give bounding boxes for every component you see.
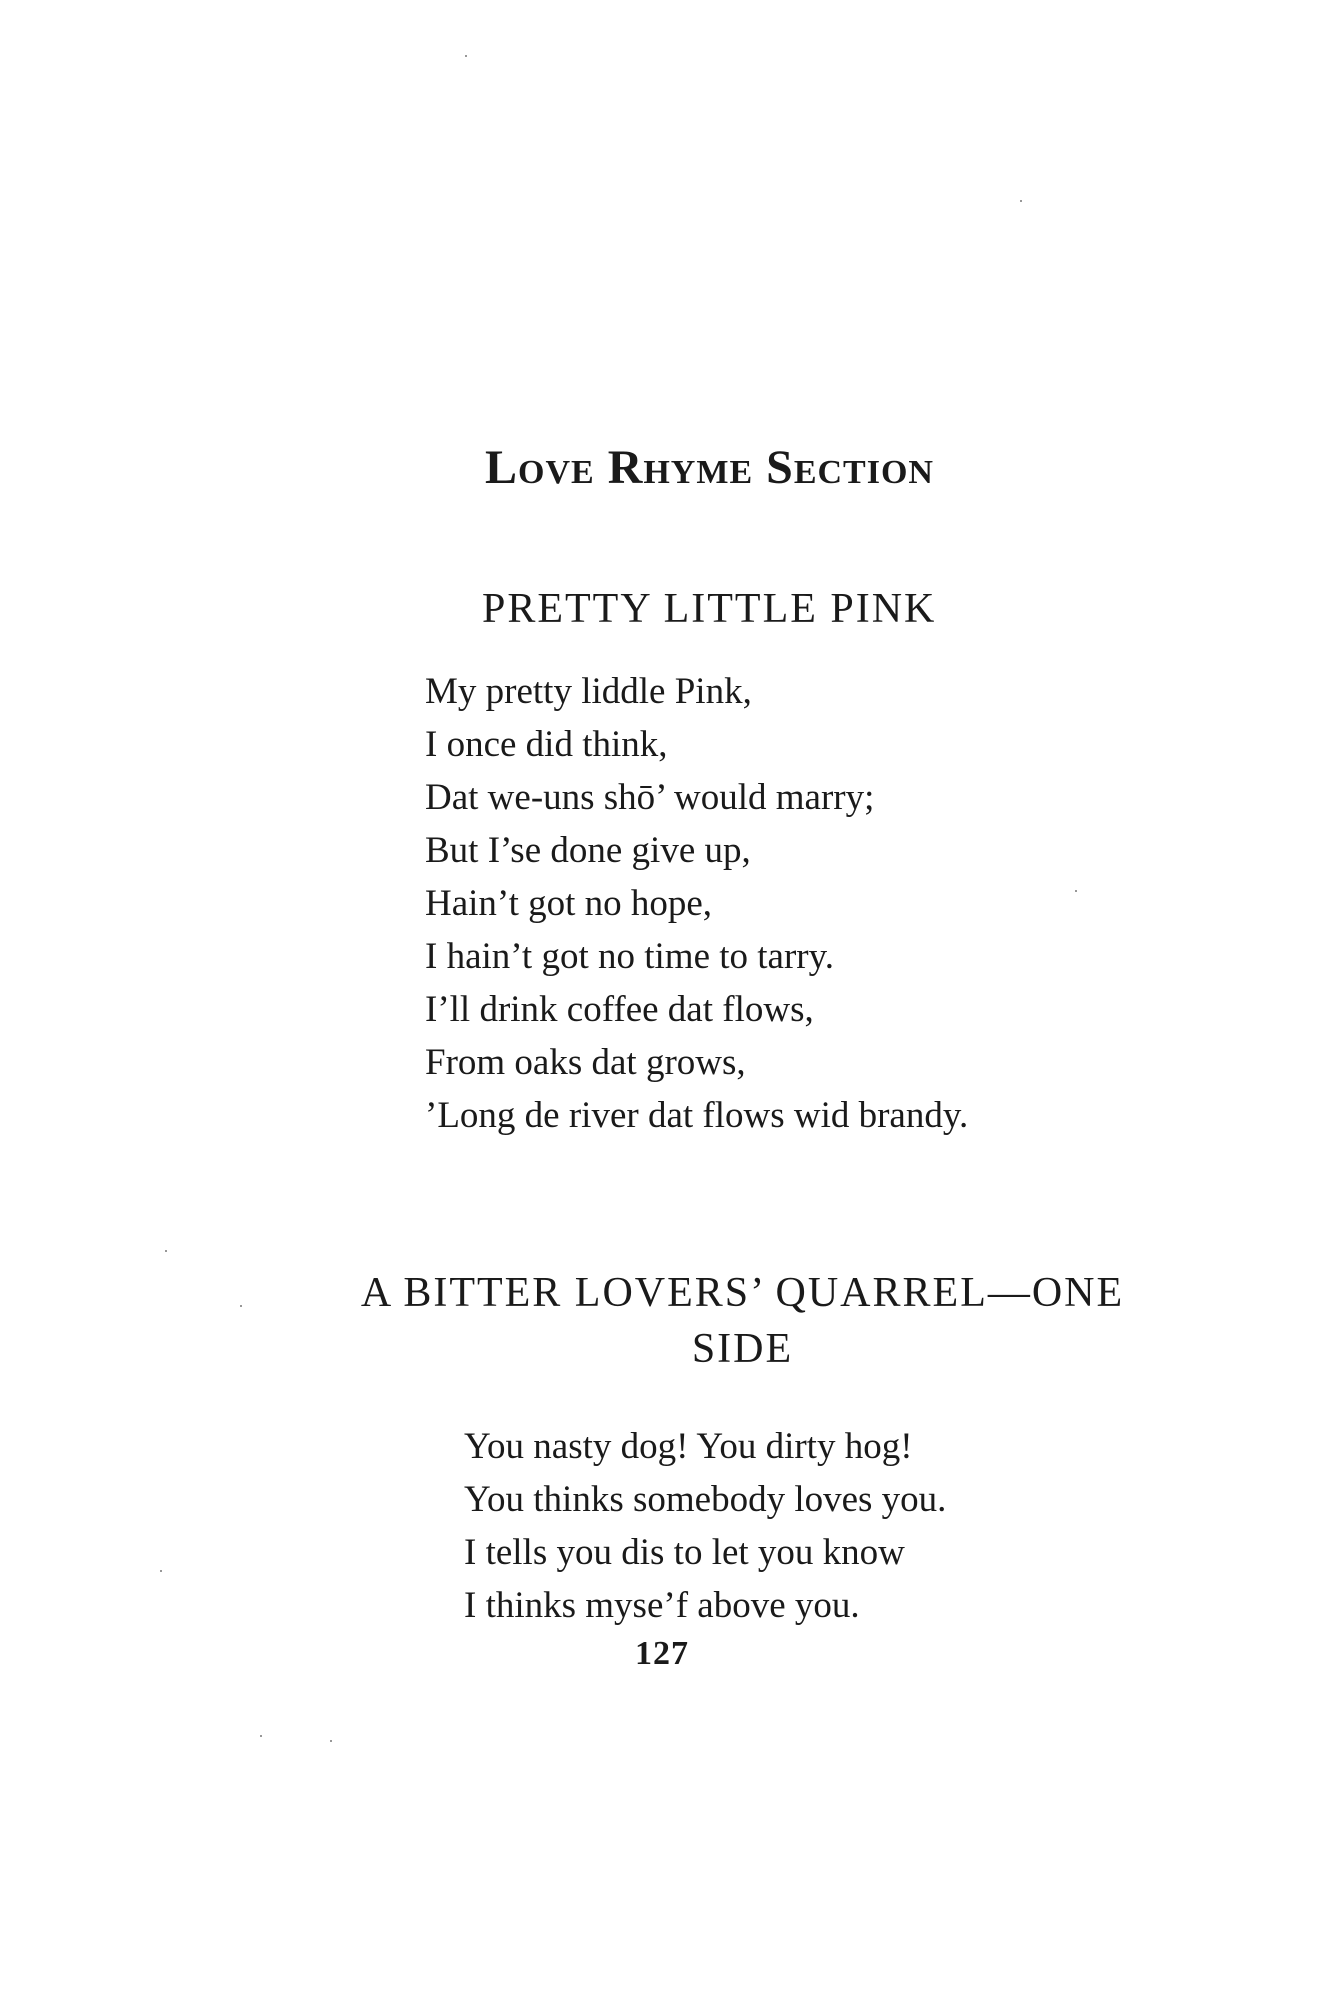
poem-stanza — [425, 665, 968, 1142]
paper-speck — [240, 1305, 242, 1307]
paper-speck — [465, 55, 467, 57]
poem-line: My pretty liddle Pink, — [425, 671, 752, 712]
poem-line: I tells you dis to let you know — [464, 1532, 905, 1573]
paper-speck — [160, 1570, 162, 1572]
poem-line: From oaks dat grows, — [425, 1042, 746, 1083]
poem-line: ’Long de river dat flows wid brandy. — [425, 1095, 969, 1136]
poem-line: Hain’t got no hope, — [425, 883, 713, 924]
page-number: 127 — [635, 1635, 689, 1672]
poem-line: Dat we-uns shō’ would marry; — [425, 777, 875, 818]
poem-title: PRETTY LITTLE PINK — [482, 586, 937, 632]
poem-stanza — [464, 1420, 946, 1632]
poem-line: You thinks somebody loves you. — [464, 1479, 947, 1520]
poem-title: A BITTER LOVERS’ QUARREL—ONE SIDE — [360, 1270, 1125, 1372]
paper-speck — [260, 1735, 262, 1737]
poem-line: But I’se done give up, — [425, 830, 751, 871]
paper-speck — [165, 1250, 167, 1252]
paper-speck — [330, 1740, 332, 1742]
section-heading: Love Rhyme Section — [485, 441, 934, 494]
poem-line: I once did think, — [425, 724, 668, 765]
poem-line: I thinks myse’f above you. — [464, 1585, 860, 1626]
paper-speck — [1075, 890, 1077, 892]
paper-speck — [1020, 200, 1022, 202]
poem-line: You nasty dog! You dirty hog! — [464, 1426, 913, 1467]
poem-line: I hain’t got no time to tarry. — [425, 936, 834, 977]
poem-line: I’ll drink coffee dat flows, — [425, 989, 814, 1030]
